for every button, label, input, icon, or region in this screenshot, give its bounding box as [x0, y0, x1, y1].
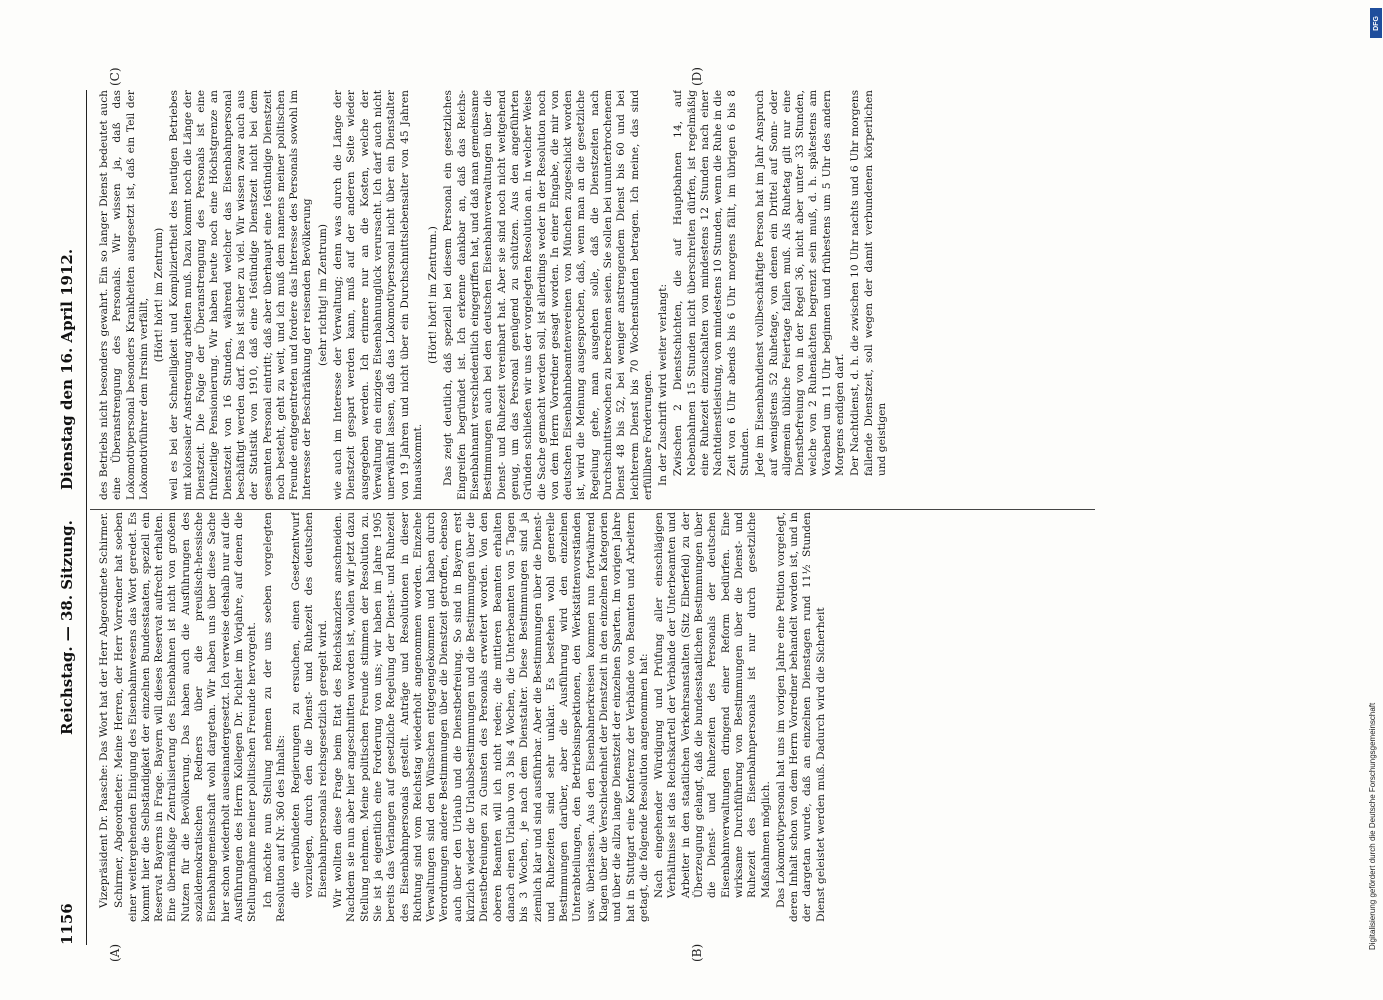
quoted-demand: Jede im Eisenbahndienst vollbeschäftigte Person hat im Jahr Anspruch auf wenigstens 52 Ruhetage, von denen ein Drittel auf Sonn- oder allgemein übliche Feiertage fallen muß. Als Ruhetag gilt nur eine Dienstbefreiung von in der Regel 36, nicht aber unter 33 Stunden, welche von 2 Ruhenächten begrenzt sein muß, d. h. spätestens am Vorabend um 11 Uhr beginnen und frühestens um 5 Uhr des andern Morgens endigen darf.	[754, 90, 847, 476]
paragraph: Ich möchte nun Stellung nehmen zu der uns soeben vorgelegten Resolution auf Nr. 360 des Inhalts:	[261, 512, 287, 922]
quoted-demand: Der Nachtdienst, d. h. die zwischen 10 Uhr nachts und 6 Uhr morgens fallende Dienstzeit, soll wegen der damit verbundenen körperlichen und geistigen	[849, 90, 888, 476]
paragraph: weil es bei der Schnelligkeit und Kompliziertheit des heutigen Betriebes mit kolossaler Anstrengung arbeiten muß. Dazu kommt noch die Länge der Dienstzeit. Die Folge der Überanstrengung des Personals ist eine frühzeitige Pensionierung. Wir haben heute noch eine Höchstgrenze an Dienstzeit von 16 Stunden, während welcher das Eisenbahnpersonal beschäftigt werden darf. Das ist sicher zu viel. Wir wissen zwar auch aus der Statistik von 1910, daß eine 16stündige Dienstzeit nicht bei dem gesamten Personal eintritt; daß aber überhaupt eine 16stündige Dienstzeit noch besteht, geht zu weit, und ich muß dem namens meiner politischen Freunde entgegentreten und fordere das Interesse des Personals sowohl im Interesse der Beschränkung der reisenden Bevölkerung	[168, 90, 314, 500]
quoted-demand: Zwischen 2 Dienstschichten, die auf Hauptbahnen 14, auf Nebenbahnen 15 Stunden nicht überschreiten dürfen, ist regelmäßig eine Ruhezeit einzuschalten von mindestens 12 Stunden nach einer Nachtdienstleistung, von mindestens 10 Stunden, wenn die Ruhe in die Zeit von 6 Uhr abends bis 6 Uhr morgens fällt, im übrigen 6 bis 8 Stunden.	[672, 90, 751, 476]
quoted-resolution: Nach eingehender Würdigung und Prüfung aller einschlägigen Verhältnisse ist das Reichskartell der Verbände der Unterbeamten und Arbeiter in den staatlichen Verkehrsanstalten (Sitz Elberfeld) zu der Überzeugung gelangt, daß die bundesstaatlichen Bestimmungen über die Dienst- und Ruhezeiten des Personals der deutschen Eisenbahnverwaltungen dringend einer Reform bedürfen. Eine wirksame Durchführung von Bestimmungen über die Dienst- und Ruhezeit des Eisenbahnpersonals ist nur durch gesetzliche Maßnahmen möglich.	[653, 512, 772, 898]
interjection: (sehr richtig! im Zentrum)	[316, 224, 329, 366]
page-number: 1156	[58, 903, 76, 945]
left-column	[98, 512, 1258, 922]
column-divider	[90, 509, 1095, 510]
paragraph: Schirmer, Abgeordneter: Meine Herren, der Herr Vorredner hat soeben einer weitergehenden Einigung des Eisenbahnwesens das Wort geredet. Es kommt hier die Selbständigkeit der einzelnen Bundesstaaten, speziell ein Reservat Bayerns in Frage. Bayern will dieses Reservat aufrecht erhalten. Eine übermäßige Zentralisierung des Eisenbahnen ist nicht von großem Nutzen für die Bevölkerung. Das haben auch die Ausführungen des sozialdemokratischen Redners über die preußisch-hessische Eisenbahngemeinschaft wohl dargetan. Wir haben uns über diese Sache hier schon wiederholt auseinandergesetzt. Ich verweise deshalb nur auf die Ausführungen des Herrn Kollegen Dr. Pichler im Vorjahre, auf denen die Stellungnahme meiner politischen Freunde hervorgeht.	[113, 512, 259, 922]
paragraph: wie auch im Interesse der Verwaltung; denn was durch die Länge der Dienstzeit gespart werden kann, muß auf der anderen Seite wieder ausgegeben werden. Ich erinnere nur an die Kosten, welche der Verwaltung ein einziges Eisenbahnunglück verursacht. Ich darf auch nicht unerwähnt lassen, daß das Lokomotivpersonal nicht über ein Dienstalter von 19 Jahren und nicht über ein Durchschnittslebensalter von 45 Jahren hinauskommt.	[332, 90, 424, 500]
right-column	[98, 90, 1258, 500]
header-left-title: Reichstag. — 38. Sitzung.	[58, 520, 76, 735]
paragraph: Das Lokomotivpersonal hat uns im vorigen Jahre eine Petition vorgelegt, deren Inhalt schon von dem Herrn Vorredner behandelt worden ist, und in der dargetan wurde, daß an einzelnen Dienstagen rund 11½ Stunden Dienst geleistet werden muß. Dadurch wird die Sicherheit	[774, 512, 827, 922]
margin-mark-d: (D)	[690, 67, 704, 86]
paragraph: In der Zuschrift wird weiter verlangt:	[657, 283, 670, 486]
interjection: (Hört! hört! im Zentrum.)	[427, 226, 440, 364]
digitization-sidebar	[1336, 10, 1383, 990]
paragraph: Das zeigt deutlich, daß speziell bei diesem Personal ein gesetzliches Eingreifen begründet ist. Ich erkenne dankbar an, daß das Reichs-Eisenbahnamt verschiedentlich eingegriffen hat, und daß man gemeinsame Bestimmungen auch bei den deutschen Eisenbahnverwaltungen über die Dienst- und Ruhezeit vereinbart hat. Aber sie sind noch nicht weitgehend genug, um das Personal genügend zu schützen. Aus den angeführten Gründen schließen wir uns der vorgelegten Resolution an. In welcher Weise die Sache gemacht werden soll, ist allerdings weder in der Resolution noch von dem Herrn Vorredner gesagt worden. In einer Eingabe, die mir von deutschen Eisenbahnbeamtenvereinen von München zugeschickt worden ist, wird die Meinung ausgesprochen, daß, wenn man an die gesetzliche Regelung gehe, man ausgehen solle, daß die Dienstzeiten nach Durchschnittswochen zu berechnen seien. Sie sollen bei ununterbrochenem Dienst 48 bis 52, bei weniger anstrengendem Dienst bis 60 und bei leichterem Dienst bis 70 Wochenstunden betragen. Ich meine, das sind erfüllbare Forderungen.	[442, 90, 654, 500]
header-right-title: Dienstag den 16. April 1912.	[58, 248, 76, 490]
dfg-logo	[1370, 8, 1382, 38]
margin-mark-b: (B)	[690, 943, 704, 962]
paragraph: Wir wollten diese Frage beim Etat des Reichskanzlers anschneiden. Nachdem sie nun aber hier angeschnitten worden ist, wollen wir jetzt dazu Stellung nehmen. Meine politischen Freunde stimmen der Resolution zu. Sie ist ja eigentlich eine Forderung von uns; wir haben im Jahre 1905 bereits das Verlangen auf gesetzliche Regelung der Dienst- und Ruhezeit des Eisenbahnpersonals gestellt. Anträge und Resolutionen in dieser Richtung sind vom Reichstag wiederholt angenommen worden. Einzelne Verwaltungen sind den Wünschen entgegengekommen und haben durch Verordnungen andere Bestimmungen über die Dienstzeit getroffen, ebenso auch über den Urlaub und die Dienstbefreiung. So sind in Bayern erst kürzlich wieder die Urlaubsbestimmungen und die Bestimmungen über die Dienstbefreiungen zu Gunsten des Personals erweitert worden. Von den oberen Beamten will ich nicht reden; die mittleren Beamten erhalten danach einen Urlaub von 3 bis 4 Wochen, die Unterbeamten von 5 Tagen bis 3 Wochen, je nach dem Dienstalter. Diese Bestimmungen sind ja ziemlich klar und sind ausführbar. Aber die Bestimmungen über die Dienst- und Ruhezeiten sind sehr unklar. Es bestehen wohl generelle Bestimmungen darüber, aber die Ausführung wird den einzelnen Unterabteilungen, den Betriebsinspektionen, den Werkstättenvorständen usw. überlassen. Aus den Eisenbahnerkreisen kommen nun fortwährend Klagen über die Verschiedenheit der Dienstzeit in den einzelnen Kategorien und über die allzu lange Dienstzeit der einzelnen Sparten. Im vorigen Jahre hat in Stuttgart eine Konferenz der Verbände von Beamten und Arbeitern getagt, die folgende Resolution angenommen hat:	[332, 512, 650, 922]
header-rule	[86, 90, 87, 945]
margin-mark-c: (C)	[108, 67, 122, 86]
sidebar-credit: Digitalisierung gefördert durch die Deutsche Forschungsgemeinschaft	[1368, 702, 1377, 950]
quoted-resolution: die verbündeten Regierungen zu ersuchen, einen Gesetzentwurf vorzulegen, durch den die Dienst- und Ruhezeit des deutschen Eisenbahnpersonals reichsgesetzlich geregelt wird.	[290, 512, 329, 898]
margin-mark-a: (A)	[108, 943, 122, 962]
running-header	[58, 90, 80, 945]
paragraph: Vizepräsident Dr. Paasche: Das Wort hat der Herr Abgeordnete Schirmer.	[98, 512, 110, 908]
paragraph: des Betriebs nicht besonders gewahrt. Ein so langer Dienst bedeutet auch eine Überanstrengung des Personals. Wir wissen ja, daß das Lokomotivpersonal besonders Krankheiten ausgesetzt ist, daß ein Teil der Lokomotivführer dem Irrsinn verfällt,	[98, 90, 150, 500]
dfg-logo-text: DFG	[1372, 15, 1380, 31]
interjection: (Hört! hört! im Zentrum)	[153, 227, 166, 363]
